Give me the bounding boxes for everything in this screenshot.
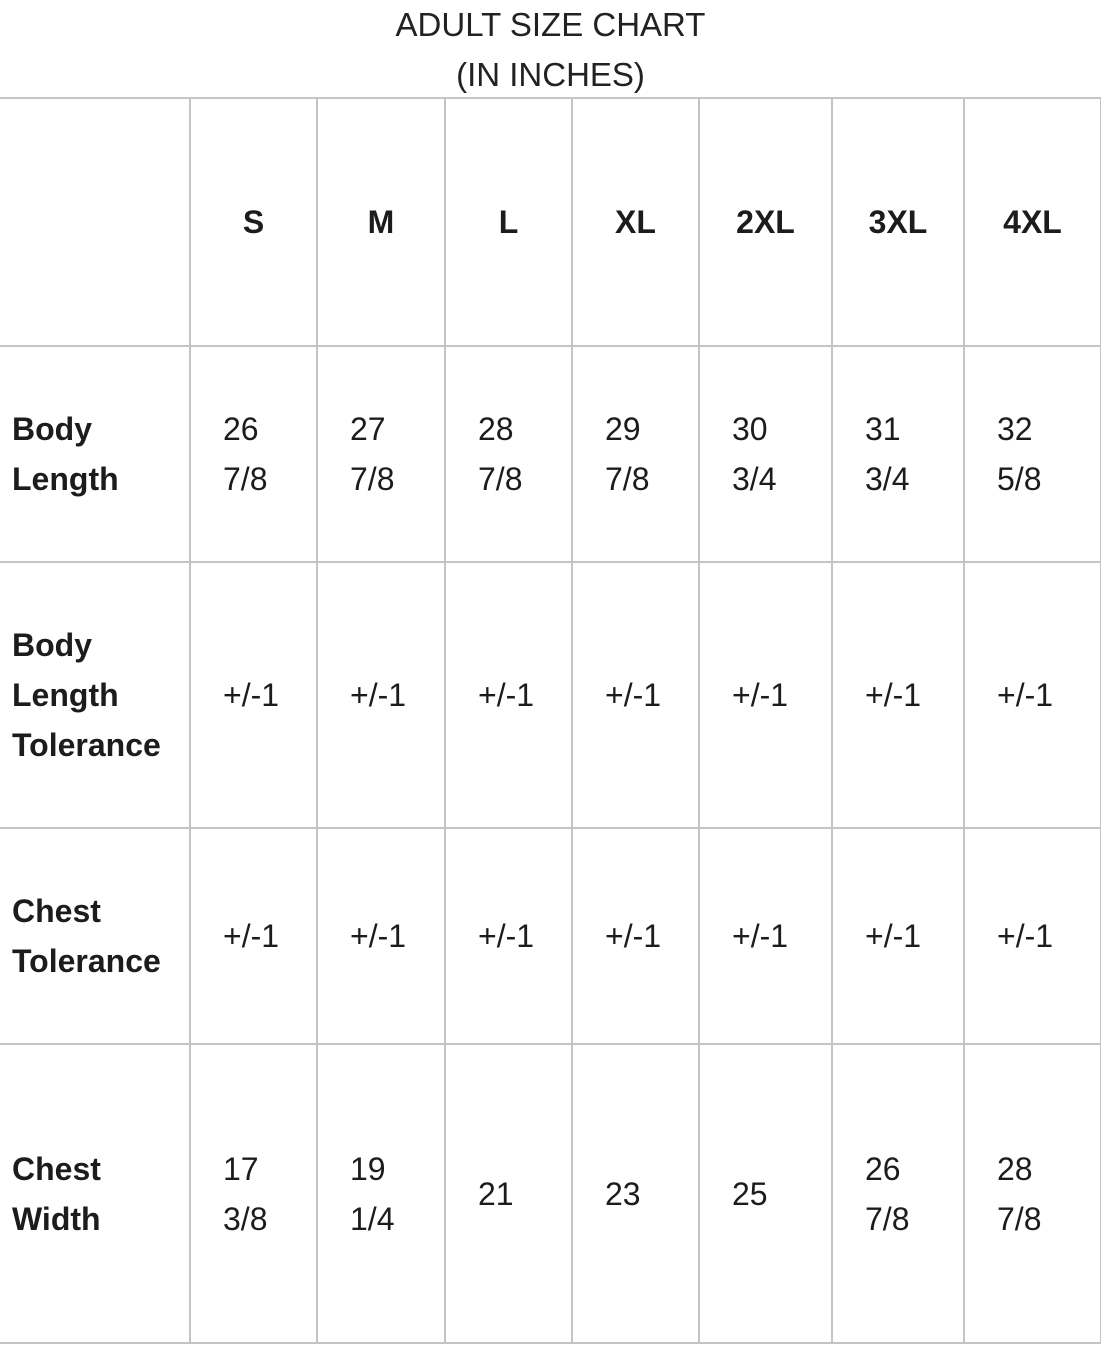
value-line: 29 (605, 411, 641, 447)
value-line: +/-1 (732, 918, 789, 954)
chart-title-line-2: (IN INCHES) (456, 56, 645, 93)
size-header-xl: XL (572, 98, 699, 346)
value-line: 3/4 (732, 461, 777, 497)
value-line: 3/8 (223, 1200, 268, 1237)
value-line: +/-1 (223, 677, 280, 713)
row-label-body-length-tolerance (0, 562, 190, 828)
value-line: 27 (350, 411, 386, 447)
value-cell (445, 828, 572, 1044)
value-cell (190, 562, 317, 828)
value-cell (832, 346, 964, 562)
value-cell (964, 562, 1101, 828)
value-line: 25 (732, 1175, 768, 1212)
value-line: 28 (478, 411, 514, 447)
value-cell (832, 562, 964, 828)
value-line: +/-1 (605, 918, 662, 954)
size-header-3xl: 3XL (832, 98, 964, 346)
value-line: +/-1 (478, 918, 535, 954)
value-line: 23 (605, 1175, 641, 1212)
value-cell (964, 828, 1101, 1044)
value-cell (699, 1044, 832, 1343)
value-line: 17 (223, 1150, 259, 1187)
value-cell (572, 562, 699, 828)
value-cell (317, 828, 445, 1044)
value-cell (445, 346, 572, 562)
value-cell (832, 1044, 964, 1343)
row-label-line: Chest (12, 1150, 101, 1187)
value-line: 7/8 (605, 461, 650, 497)
row-chest-tolerance (0, 828, 1101, 1044)
row-label-line: Length (12, 677, 119, 713)
row-label-chest-width (0, 1044, 190, 1343)
value-line: 32 (997, 411, 1033, 447)
value-line: +/-1 (478, 677, 535, 713)
value-line: 19 (350, 1150, 386, 1187)
value-cell (572, 828, 699, 1044)
row-label-line: Tolerance (12, 943, 161, 979)
value-line: 21 (478, 1175, 514, 1212)
value-line: 26 (223, 411, 259, 447)
row-body-length-tolerance (0, 562, 1101, 828)
value-line: 7/8 (478, 461, 523, 497)
row-label-line: Length (12, 461, 119, 497)
value-line: 7/8 (997, 1200, 1042, 1237)
value-line: 28 (997, 1150, 1033, 1187)
corner-cell (0, 98, 190, 346)
value-line: 7/8 (223, 461, 268, 497)
value-line: +/-1 (605, 677, 662, 713)
value-line: 31 (865, 411, 901, 447)
value-line: +/-1 (350, 677, 407, 713)
chart-title (0, 0, 1101, 97)
value-line: +/-1 (997, 918, 1054, 954)
value-cell (572, 1044, 699, 1343)
value-line: +/-1 (865, 677, 922, 713)
value-line: +/-1 (350, 918, 407, 954)
value-line: 5/8 (997, 461, 1042, 497)
value-cell (317, 346, 445, 562)
value-line: 7/8 (350, 461, 395, 497)
value-line: 30 (732, 411, 768, 447)
value-line: 7/8 (865, 1200, 910, 1237)
row-body-length (0, 346, 1101, 562)
value-cell (445, 562, 572, 828)
row-label-chest-tolerance (0, 828, 190, 1044)
value-cell (445, 1044, 572, 1343)
value-line: 26 (865, 1150, 901, 1187)
value-cell (190, 346, 317, 562)
value-line: 1/4 (350, 1200, 395, 1237)
row-label-body-length (0, 346, 190, 562)
size-header-2xl: 2XL (699, 98, 832, 346)
value-line: +/-1 (732, 677, 789, 713)
value-cell (572, 346, 699, 562)
value-cell (699, 346, 832, 562)
row-label-line: Tolerance (12, 727, 161, 763)
size-chart-table (0, 97, 1101, 1344)
size-header-s: S (190, 98, 317, 346)
value-cell (964, 1044, 1101, 1343)
size-header-m: M (317, 98, 445, 346)
value-cell (699, 562, 832, 828)
row-label-line: Chest (12, 893, 101, 929)
row-label-line: Body (12, 627, 92, 663)
value-cell (190, 1044, 317, 1343)
row-label-line: Width (12, 1200, 101, 1237)
value-line: +/-1 (223, 918, 280, 954)
size-header-4xl: 4XL (964, 98, 1101, 346)
value-cell (190, 828, 317, 1044)
value-line: +/-1 (865, 918, 922, 954)
value-cell (699, 828, 832, 1044)
value-line: 3/4 (865, 461, 910, 497)
size-header-row (0, 98, 1101, 346)
chart-title-line-1: ADULT SIZE CHART (395, 6, 706, 43)
value-cell (832, 828, 964, 1044)
size-chart-body (0, 98, 1101, 1343)
row-chest-width (0, 1044, 1101, 1343)
value-cell (317, 562, 445, 828)
row-label-line: Body (12, 411, 92, 447)
value-cell (317, 1044, 445, 1343)
value-line: +/-1 (997, 677, 1054, 713)
value-cell (964, 346, 1101, 562)
size-header-l: L (445, 98, 572, 346)
